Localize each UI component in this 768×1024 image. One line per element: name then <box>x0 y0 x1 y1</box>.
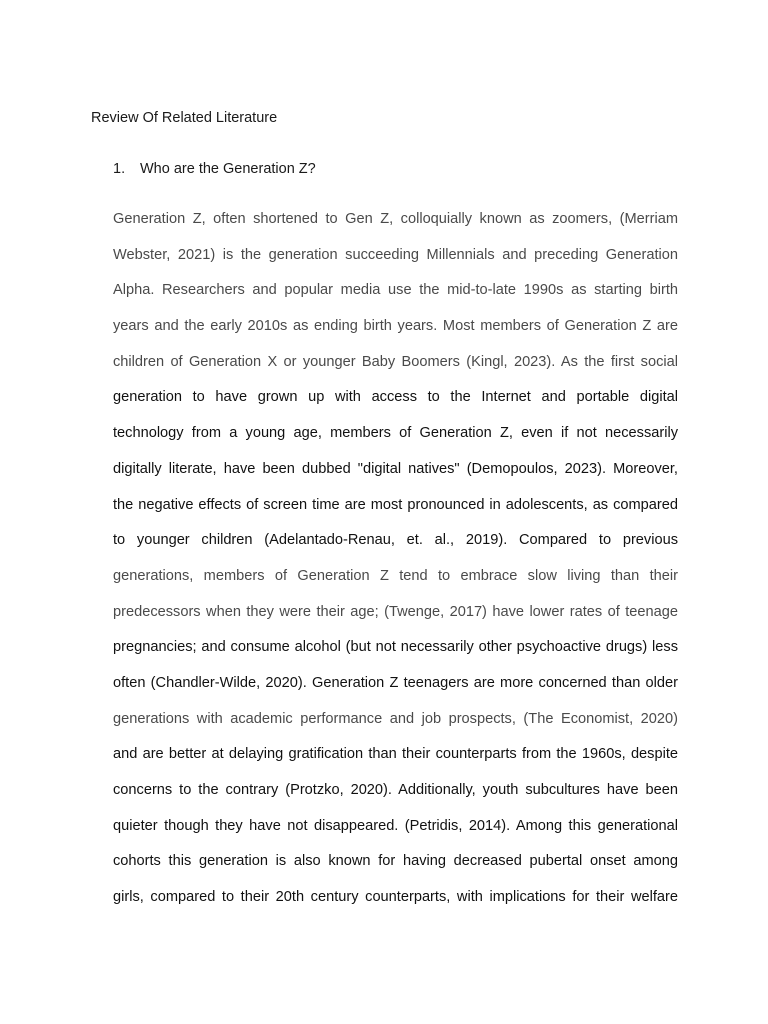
paragraph-line: concerns to the contrary (Protzko, 2020). Additionally, youth subcultures have been <box>113 782 678 798</box>
paragraph-line: generation to have grown up with access to the Internet and portable digital <box>113 389 678 406</box>
paragraph-line: and are better at delaying gratification than their counterparts from the 1960s, despite <box>113 746 678 763</box>
list-item-number: 1. <box>113 161 126 177</box>
paragraph-line: predecessors when they were their age; (Twenge, 2017) have lower rates of teenage <box>113 603 678 620</box>
list-item-text: Who are the Generation Z? <box>140 161 316 177</box>
paragraph-line: Webster, 2021) is the generation succeeding Millennials and preceding Generation <box>113 246 678 263</box>
paragraph-line: years and the early 2010s as ending birth years. Most members of Generation Z are <box>113 318 678 335</box>
paragraph-line: pregnancies; and consume alcohol (but not necessarily other psychoactive drugs) less <box>113 639 678 656</box>
section-title: Review Of Related Literature <box>91 110 278 126</box>
paragraph-line: Generation Z, often shortened to Gen Z, colloquially known as zoomers, (Merriam <box>113 211 678 227</box>
paragraph-line: cohorts this generation is also known for having decreased pubertal onset among <box>113 853 678 870</box>
paragraph-line: technology from a young age, members of Generation Z, even if not necessarily <box>113 425 678 442</box>
numbered-list-item <box>113 159 316 179</box>
paragraph-line: generations, members of Generation Z tend to embrace slow living than their <box>113 567 678 584</box>
paragraph-line: digitally literate, have been dubbed "digital natives" (Demopoulos, 2023). Moreover, <box>113 460 678 477</box>
paragraph-line: to younger children (Adelantado-Renau, et. al., 2019). Compared to previous <box>113 532 678 549</box>
paragraph-line: generations with academic performance and job prospects, (The Economist, 2020) <box>113 710 678 727</box>
paragraph-line: quieter though they have not disappeared. (Petridis, 2014). Among this generational <box>113 817 678 834</box>
body-paragraph <box>113 207 678 921</box>
paragraph-line: children of Generation X or younger Baby Boomers (Kingl, 2023). As the first social <box>113 353 678 370</box>
paragraph-line: girls, compared to their 20th century counterparts, with implications for their welfare <box>113 889 678 906</box>
paragraph-line: the negative effects of screen time are most pronounced in adolescents, as compared <box>113 496 678 513</box>
paragraph-line: often (Chandler-Wilde, 2020). Generation Z teenagers are more concerned than older <box>113 674 678 691</box>
paragraph-line: Alpha. Researchers and popular media use the mid-to-late 1990s as starting birth <box>113 282 678 299</box>
